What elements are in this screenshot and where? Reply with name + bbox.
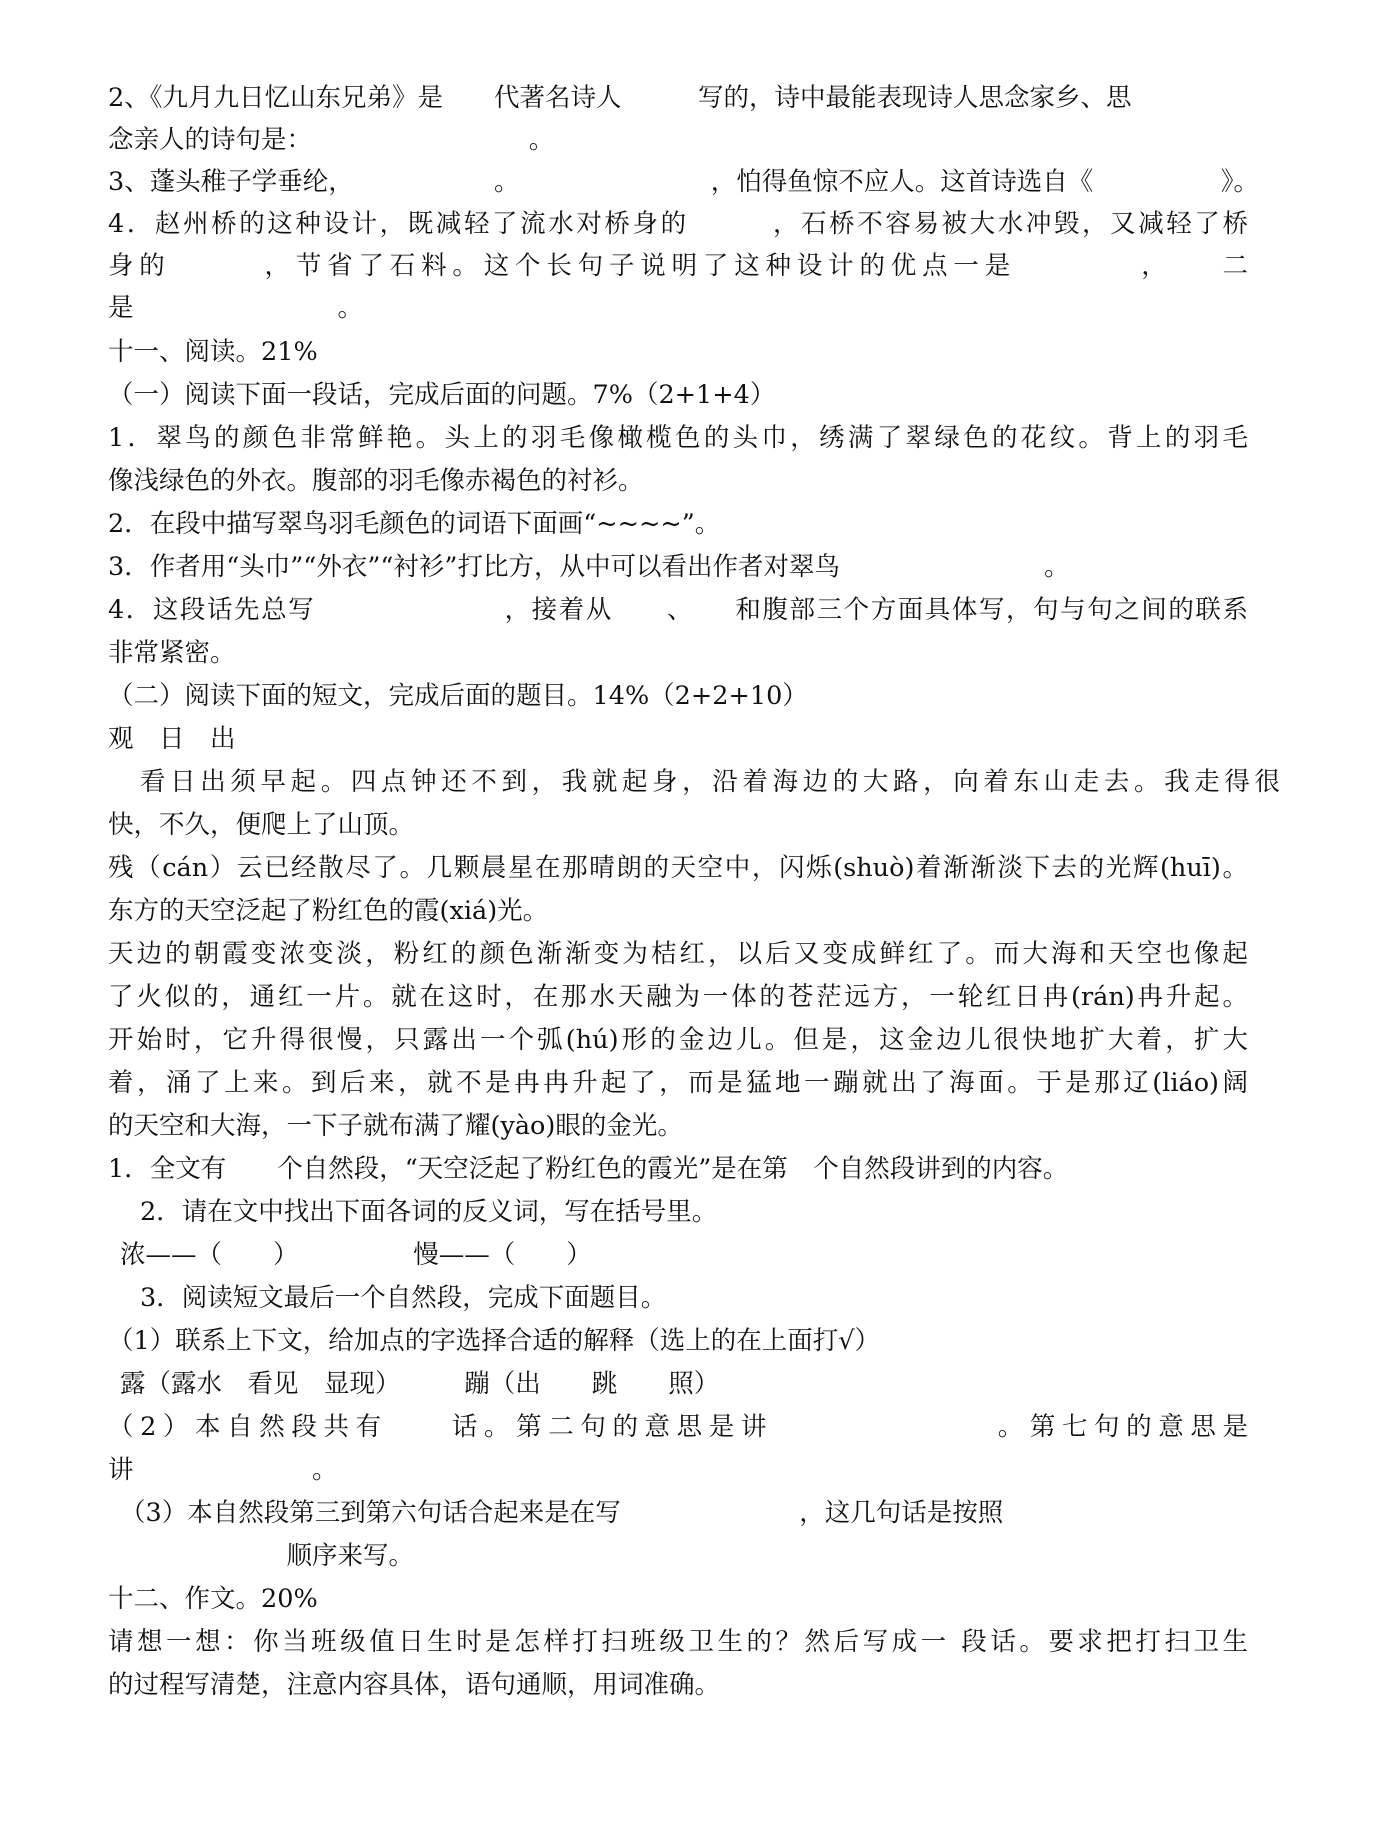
- fill-blank-question-2-line-1: 2、《九月九日忆山东兄弟》是 代著名诗人 写的，诗中最能表现诗人思念家乡、思: [108, 83, 1132, 113]
- sub-question-3-line-1: （3）本自然段第三到第六句话合起来是在写 ，这几句话是按照: [120, 1498, 1004, 1528]
- composition-prompt-line-1: 请想一想：你当班级值日生时是怎样打扫班级卫生的？然后写成一 段话。要求把打扫卫生: [108, 1627, 1248, 1657]
- passage-2-paragraph-2-line-1: 残（cán）云已经散尽了。几颗晨星在那晴朗的天空中，闪烁(shuò)着渐渐淡下去的光辉(huī)。: [108, 853, 1248, 883]
- passage-2-question-1: 1．全文有 个自然段，“天空泛起了粉红色的霞光”是在第 个自然段讲到的内容。: [108, 1154, 1069, 1184]
- antonym-blanks: 浓——（ ） 慢——（ ）: [120, 1240, 592, 1270]
- fill-blank-question-2-line-2: 念亲人的诗句是： 。: [108, 125, 555, 155]
- reading-question-3: 3．作者用“头巾”“外衣”“衬衫”打比方，从中可以看出作者对翠鸟 。: [108, 552, 1070, 582]
- passage-2-paragraph-1-line-2: 快，不久，便爬上了山顶。: [108, 810, 415, 840]
- passage-2-paragraph-3-line-3: 开始时，它升得很慢，只露出一个弧(hú)形的金边儿。但是，这金边儿很快地扩大着，扩大: [108, 1025, 1248, 1055]
- section-12-heading: 十二、作文。20%: [108, 1584, 318, 1614]
- passage-2-paragraph-3-line-2: 了火似的，通红一片。就在这时，在那水天融为一体的苍茫远方，一轮红日冉(rán)冉升起。: [108, 982, 1248, 1012]
- sub-question-1: （1）联系上下文，给加点的字选择合适的解释（选上的在上面打√）: [108, 1326, 880, 1356]
- fill-blank-question-4-line-3: 是 。: [108, 293, 364, 323]
- reading-question-2: 2．在段中描写翠鸟羽毛颜色的词语下面画“~~~~”。: [108, 509, 721, 539]
- composition-prompt-line-2: 的过程写清楚，注意内容具体，语句通顺，用词准确。: [108, 1670, 721, 1700]
- passage-2-question-3: 3．阅读短文最后一个自然段，完成下面题目。: [140, 1283, 667, 1313]
- fill-blank-question-4-line-2: 身的 ，节省了石料。这个长句子说明了这种设计的优点一是 ， 二: [108, 251, 1248, 281]
- passage-1-line-1: 1．翠鸟的颜色非常鲜艳。头上的羽毛像橄榄色的头巾，绣满了翠绿色的花纹。背上的羽毛: [108, 423, 1248, 453]
- passage-2-paragraph-1-line-1: 看日出须早起。四点钟还不到，我就起身，沿着海边的大路，向着东山走去。我走得很: [140, 767, 1280, 797]
- reading-question-4-line-1: 4．这段话先总写 ，接着从 、 和腹部三个方面具体写，句与句之间的联系: [108, 595, 1248, 625]
- fill-blank-question-4-line-1: 4．赵州桥的这种设计，既减轻了流水对桥身的 ，石桥不容易被大水冲毁，又减轻了桥: [108, 209, 1248, 239]
- sub-question-1-options: 露（露水 看见 显现） 蹦（出 跳 照）: [120, 1369, 720, 1399]
- sub-question-3-line-2: 顺序来写。: [108, 1541, 415, 1571]
- passage-2-paragraph-2-line-2: 东方的天空泛起了粉红色的霞(xiá)光。: [108, 896, 549, 926]
- passage-2-question-2: 2．请在文中找出下面各词的反义词，写在括号里。: [140, 1197, 718, 1227]
- passage-title: 观 日 出: [108, 724, 236, 754]
- reading-part-1-heading: （一）阅读下面一段话，完成后面的问题。7%（2+1+4）: [108, 380, 776, 410]
- passage-1-line-2: 像浅绿色的外衣。腹部的羽毛像赤褐色的衬衫。: [108, 466, 644, 496]
- sub-question-2-line-2: 讲 。: [108, 1455, 338, 1485]
- passage-2-paragraph-3-line-5: 的天空和大海，一下子就布满了耀(yào)眼的金光。: [108, 1111, 683, 1141]
- section-11-heading: 十一、阅读。21%: [108, 337, 318, 367]
- reading-question-4-line-2: 非常紧密。: [108, 638, 236, 668]
- sub-question-2-line-1: （2）本自然段共有 话。第二句的意思是讲 。第七句的意思是: [108, 1412, 1248, 1442]
- fill-blank-question-3: 3、蓬头稚子学垂纶， 。 ，怕得鱼惊不应人。这首诗选自《 》。: [108, 167, 1259, 197]
- passage-2-paragraph-3-line-4: 着，涌了上来。到后来，就不是冉冉升起了，而是猛地一蹦就出了海面。于是那辽(liáo)阔: [108, 1068, 1248, 1098]
- reading-part-2-heading: （二）阅读下面的短文，完成后面的题目。14%（2+2+10）: [108, 681, 808, 711]
- passage-2-paragraph-3-line-1: 天边的朝霞变浓变淡，粉红的颜色渐渐变为桔红，以后又变成鲜红了。而大海和天空也像起: [108, 939, 1248, 969]
